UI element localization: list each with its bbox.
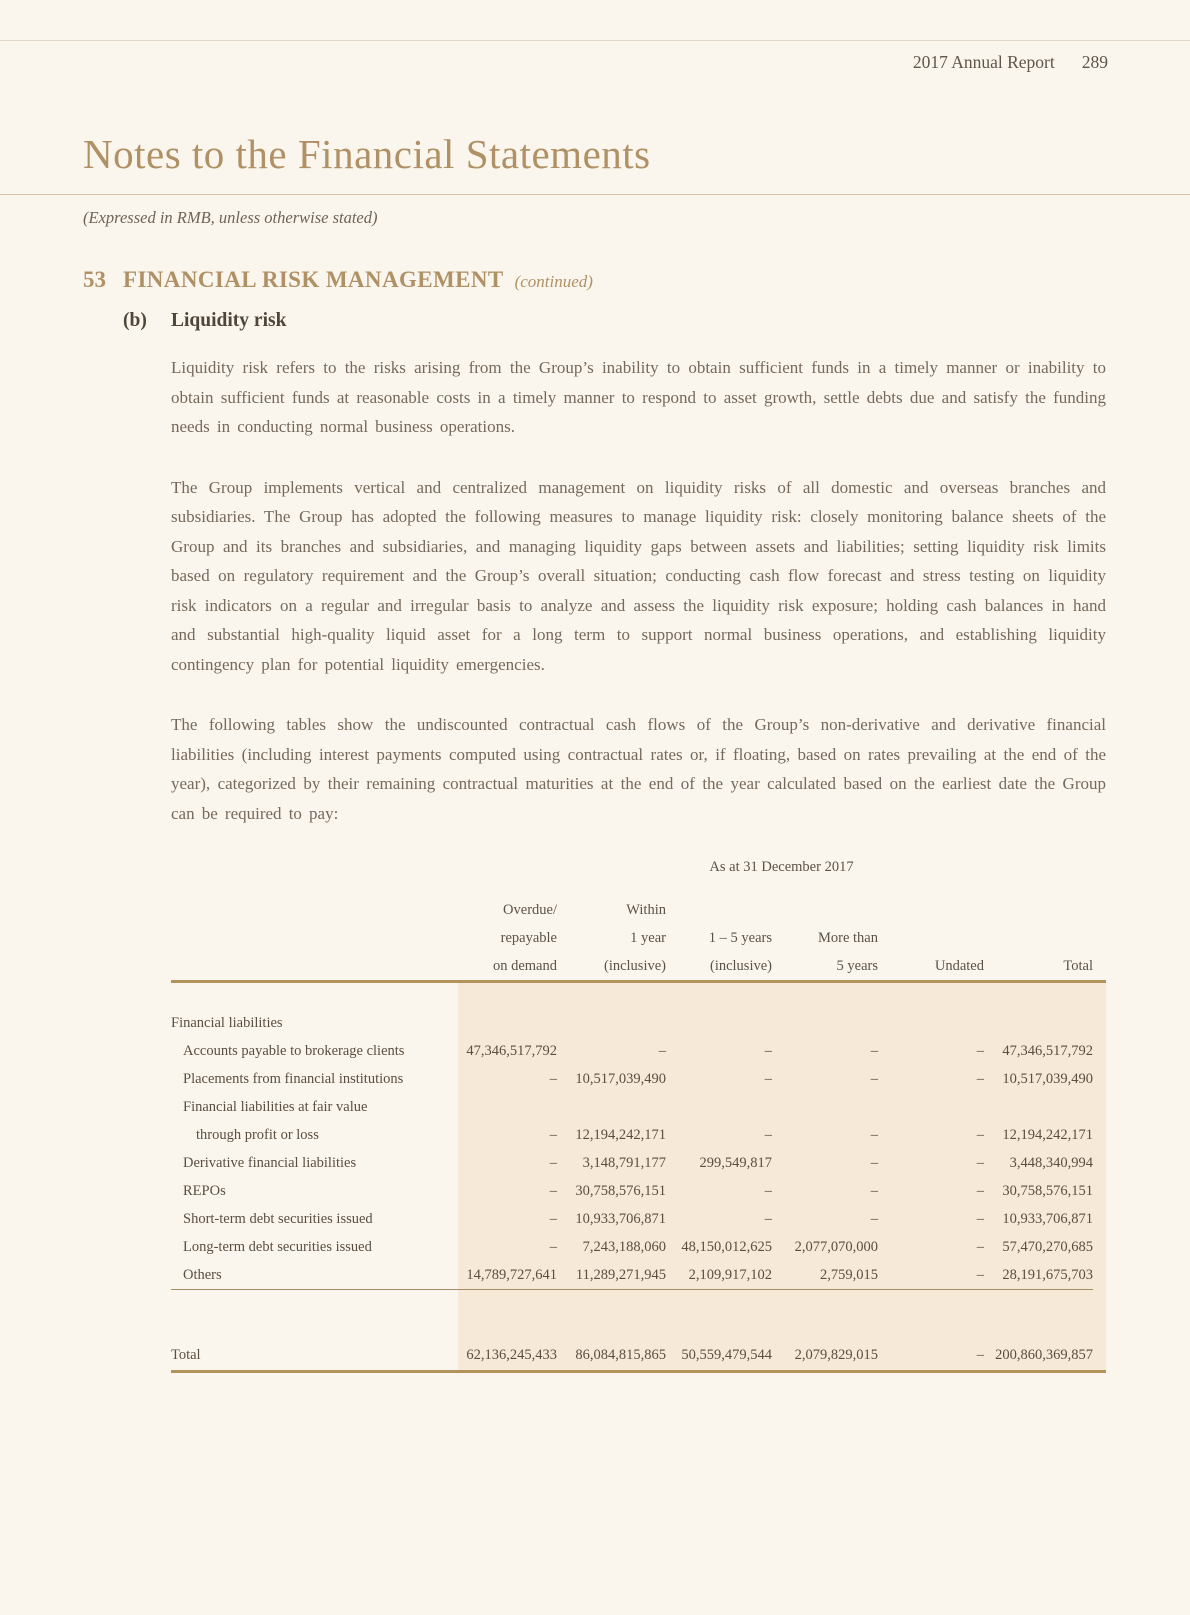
page-number: 289 <box>1081 52 1108 72</box>
cell-value: – <box>549 1210 557 1227</box>
table-row <box>171 1205 1093 1233</box>
cell-value: 14,789,727,641 <box>466 1266 557 1283</box>
cell-value: – <box>764 1042 772 1059</box>
column-header-line: (inclusive) <box>603 958 666 974</box>
table-column-header <box>772 896 878 980</box>
cell-value: – <box>549 1070 557 1087</box>
table-column-header <box>557 896 666 980</box>
top-rule <box>0 0 1190 41</box>
cell-value: – <box>976 1182 984 1199</box>
table-row <box>171 1340 1093 1370</box>
cell-value: 10,933,706,871 <box>1002 1210 1093 1227</box>
cell-value: 299,549,817 <box>699 1154 772 1171</box>
row-label: Short-term debt securities issued <box>183 1210 373 1227</box>
cell-value: 30,758,576,151 <box>1002 1182 1093 1199</box>
page-header <box>0 41 1190 73</box>
cell-value: – <box>870 1182 878 1199</box>
row-label: Accounts payable to brokerage clients <box>183 1042 405 1059</box>
row-label: Financial liabilities at fair value <box>183 1098 368 1115</box>
cell-value: 47,346,517,792 <box>466 1042 557 1059</box>
table-column-header <box>457 896 557 980</box>
cell-value: – <box>976 1042 984 1059</box>
section-heading <box>83 267 1106 293</box>
table-total-row-container <box>171 1340 1093 1370</box>
column-header-line: More than <box>818 930 878 946</box>
cell-value: 10,517,039,490 <box>575 1070 666 1087</box>
table-row <box>171 1093 1093 1121</box>
table-header-spacer <box>171 896 457 980</box>
cell-value: – <box>976 1238 984 1255</box>
cell-value: 10,517,039,490 <box>1002 1070 1093 1087</box>
cell-value: – <box>549 1154 557 1171</box>
cell-value: 2,109,917,102 <box>688 1266 772 1283</box>
cell-value: – <box>764 1070 772 1087</box>
cell-value: 200,860,369,857 <box>995 1346 1093 1363</box>
cell-value: 86,084,815,865 <box>575 1346 666 1363</box>
cell-value: – <box>976 1126 984 1143</box>
title-underline <box>0 194 1190 195</box>
row-label: REPOs <box>183 1182 226 1199</box>
section-number: 53 <box>83 267 106 292</box>
column-header-line: 1 year <box>630 930 666 946</box>
table-bottom-rule <box>171 1370 1106 1373</box>
column-header-line: Within <box>626 902 666 918</box>
table-body <box>171 983 1106 1370</box>
table-column-header <box>984 896 1093 980</box>
cell-value: – <box>870 1154 878 1171</box>
cell-value: 57,470,270,685 <box>1002 1238 1093 1255</box>
table-row <box>171 1065 1093 1093</box>
cell-value: 3,448,340,994 <box>1009 1154 1093 1171</box>
table-rows <box>171 1009 1093 1289</box>
cell-value: – <box>976 1346 984 1363</box>
table-column-header <box>666 896 772 980</box>
row-label: through profit or loss <box>196 1126 319 1143</box>
column-header-line: on demand <box>492 958 557 974</box>
cell-value: – <box>870 1070 878 1087</box>
cell-value: – <box>549 1238 557 1255</box>
column-header-line: Overdue/ <box>503 902 557 918</box>
column-header-line: repayable <box>500 930 557 946</box>
row-label: Long-term debt securities issued <box>183 1238 372 1255</box>
cell-value: 11,289,271,945 <box>575 1266 666 1283</box>
table-row <box>171 1037 1093 1065</box>
table-row <box>171 1233 1093 1261</box>
section-continued-note: (continued) <box>514 272 593 291</box>
cell-value: 48,150,012,625 <box>681 1238 772 1255</box>
cell-value: – <box>870 1210 878 1227</box>
cell-value: 28,191,675,703 <box>1002 1266 1093 1283</box>
cell-value: 3,148,791,177 <box>582 1154 666 1171</box>
table-row <box>171 1149 1093 1177</box>
cell-value: 62,136,245,433 <box>466 1346 557 1363</box>
total-row-label: Total <box>171 1346 201 1363</box>
cell-value: 2,759,015 <box>820 1266 878 1283</box>
subsection-title: Liquidity risk <box>171 310 287 331</box>
report-title: 2017 Annual Report <box>912 52 1055 72</box>
cell-value: – <box>976 1210 984 1227</box>
cell-value: 2,077,070,000 <box>794 1238 878 1255</box>
table-row <box>171 1177 1093 1205</box>
paragraph-liquidity-definition: Liquidity risk refers to the risks arising from the Group’s inability to obtain sufficient funds in a timely manner or inability to obtain sufficient funds at reasonable costs in a timely manner to respond to asset growth, settle debts due and satisfy the funding needs in conducting normal business operations. <box>171 358 1106 436</box>
table-caption: As at 31 December 2017 <box>709 859 854 875</box>
table-spacer <box>171 983 1093 1009</box>
paragraph-table-intro: The following tables show the undiscounted contractual cash flows of the Group’s non-derivative and derivative financial liabilities (including interest payments computed using contractual rates or, if floating, based on rates prevailing at the end of the year), categorized by their remaining contractual maturities at the end of the year calculated based on the earliest date the Group can be required to pay: <box>171 715 1106 823</box>
row-label: Derivative financial liabilities <box>183 1154 357 1171</box>
cell-value: – <box>549 1182 557 1199</box>
cell-value: – <box>976 1266 984 1283</box>
subsection-label: (b) <box>123 310 147 331</box>
cell-value: – <box>549 1126 557 1143</box>
table-gap <box>171 1290 1093 1340</box>
subsection-heading <box>123 310 1106 332</box>
cell-value: – <box>764 1210 772 1227</box>
table-header-row <box>171 896 1106 980</box>
column-header-line: (inclusive) <box>709 958 772 974</box>
cell-value: 12,194,242,171 <box>575 1126 666 1143</box>
column-header-line: Total <box>1063 958 1093 974</box>
cell-value: 12,194,242,171 <box>1002 1126 1093 1143</box>
row-label: Others <box>183 1266 222 1283</box>
cell-value: – <box>764 1182 772 1199</box>
table-row <box>171 1121 1093 1149</box>
cell-value: – <box>870 1042 878 1059</box>
table-row <box>171 1009 1093 1037</box>
document-title: Notes to the Financial Statements <box>83 131 651 177</box>
table-row <box>171 1261 1093 1289</box>
column-header-line: 1 – 5 years <box>708 930 772 946</box>
row-label: Financial liabilities <box>171 1014 283 1031</box>
paragraph-liquidity-management: The Group implements vertical and centralized management on liquidity risks of all domestic and overseas branches and subsidiaries. The Group has adopted the following measures to manage liquidity risk: closely monitoring balance sheets of the Group and its branches and subsidiaries, and managing liquidity gaps between assets and liabilities; setting liquidity risk limits based on regulatory requirement and the Group’s overall situation; conducting cash flow forecast and stress testing on liquidity risk indicators on a regular and irregular basis to analyze and assess the liquidity risk exposure; holding cash balances in hand and substantial high-quality liquid asset for a long term to support normal business operations, and establishing liquidity contingency plan for potential liquidity emergencies. <box>171 477 1106 674</box>
document-subtitle: (Expressed in RMB, unless otherwise stated) <box>83 208 378 227</box>
cell-value: 30,758,576,151 <box>575 1182 666 1199</box>
cell-value: 50,559,479,544 <box>681 1346 772 1363</box>
liquidity-maturity-table <box>171 859 1106 1373</box>
body-paragraphs <box>171 353 1106 828</box>
section-title: FINANCIAL RISK MANAGEMENT <box>123 267 504 292</box>
cell-value: 47,346,517,792 <box>1002 1042 1093 1059</box>
cell-value: 7,243,188,060 <box>582 1238 666 1255</box>
column-header-line: 5 years <box>836 958 878 974</box>
cell-value: 10,933,706,871 <box>575 1210 666 1227</box>
cell-value: – <box>870 1126 878 1143</box>
cell-value: – <box>658 1042 666 1059</box>
cell-value: – <box>976 1154 984 1171</box>
cell-value: – <box>976 1070 984 1087</box>
cell-value: – <box>764 1126 772 1143</box>
table-column-header <box>878 896 984 980</box>
cell-value: 2,079,829,015 <box>794 1346 878 1363</box>
column-header-line: Undated <box>934 958 984 974</box>
row-label: Placements from financial institutions <box>183 1070 404 1087</box>
